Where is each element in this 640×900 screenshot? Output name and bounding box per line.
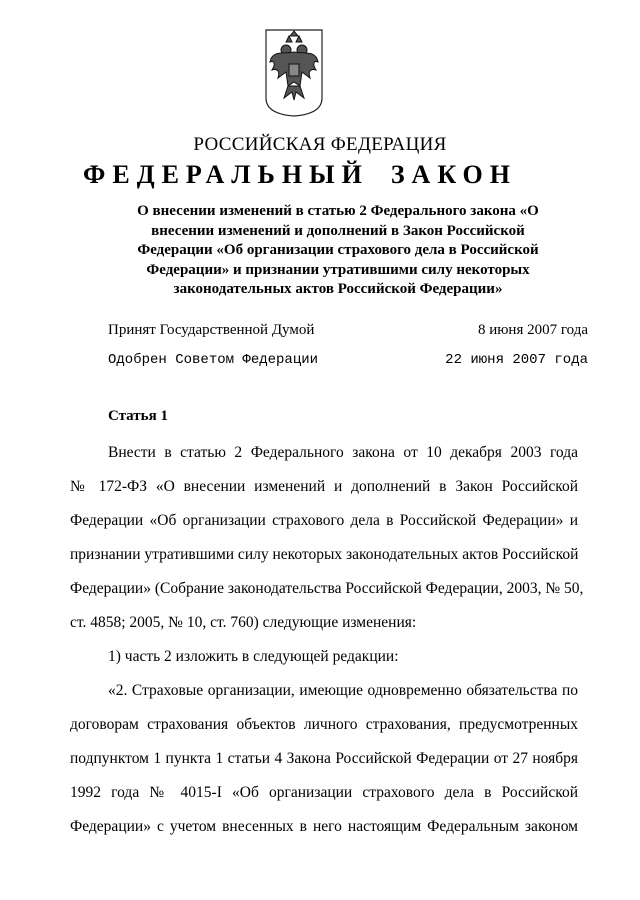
body-line: ст. 4858; 2005, № 10, ст. 760) следующие изменения: — [70, 614, 417, 631]
council-approval-row — [108, 352, 588, 368]
body-line: Федерации» с учетом внесенных в него настоящим Федеральным законом — [70, 818, 578, 835]
law-title-line: Федерации «Об организации страхового дела в Российской — [137, 242, 539, 258]
coat-of-arms-emblem — [264, 28, 324, 118]
duma-adoption-date: 8 июня 2007 года — [477, 322, 588, 338]
council-approval-label: Одобрен Советом Федерации — [108, 352, 319, 368]
document-type-heading — [0, 160, 600, 190]
duma-adoption-label: Принят Государственной Думой — [108, 322, 315, 338]
body-line: «2. Страховые организации, имеющие одновременно обязательства по — [108, 682, 578, 699]
body-line: Федерации» (Собрание законодательства Российской Федерации, 2003, № 50, — [70, 580, 584, 597]
law-title-line: законодательных актов Российской Федерации» — [173, 281, 503, 297]
law-title-line: Федерации» и признании утратившими силу некоторых — [146, 261, 530, 278]
law-title-line: О внесении изменений в статью 2 Федерального закона «О — [137, 203, 539, 219]
duma-adoption-row — [108, 322, 588, 339]
country-name: РОССИЙСКАЯ ФЕДЕРАЦИЯ — [193, 134, 447, 155]
document-type-word-1: ФЕДЕРАЛЬНЫЙ — [83, 160, 369, 189]
body-line: Федерации «Об организации страхового дела в Российской Федерации» и — [70, 512, 578, 529]
body-line: подпунктом 1 пункта 1 статьи 4 Закона Российской Федерации от 27 ноября — [70, 750, 578, 767]
body-line: № 172-ФЗ «О внесении изменений и дополнений в Закон Российской — [70, 478, 578, 495]
article-body — [70, 436, 584, 844]
body-line: договорам страхования объектов личного страхования, предусмотренных — [70, 716, 578, 733]
document-type-word-2: ЗАКОН — [390, 160, 517, 189]
body-line: 1992 года № 4015-I «Об организации страхового дела в Российской — [70, 784, 578, 801]
council-approval-date: 22 июня 2007 года — [445, 352, 588, 368]
body-line: признании утратившими силу некоторых законодательных актов Российской — [70, 546, 579, 563]
body-line: Внести в статью 2 Федерального закона от 10 декабря 2003 года — [108, 444, 578, 461]
law-title-line: внесении изменений и дополнений в Закон Российской — [151, 222, 525, 239]
body-line: 1) часть 2 изложить в следующей редакции: — [108, 648, 399, 665]
law-title — [118, 202, 558, 300]
article-heading: Статья 1 — [108, 408, 168, 424]
